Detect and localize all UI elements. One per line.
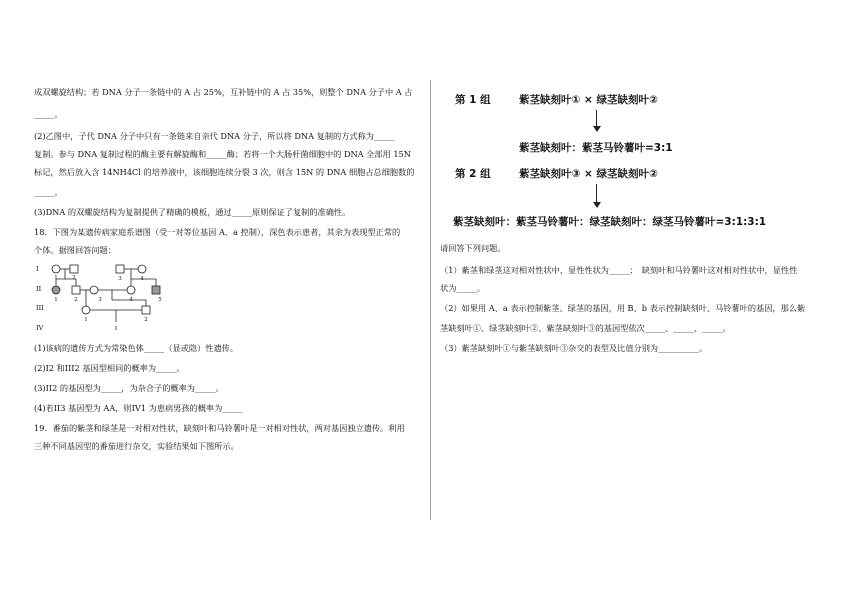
text-line: 请回答下列问题。 <box>440 243 506 253</box>
text-line: 茎缺刻叶①、绿茎缺刻叶②、紫茎缺刻叶③的基因型依次_____、_____、_____。 <box>440 323 731 333</box>
question-18-1: (1)该病的遗传方式为常染色体_____（显或隐）性遗传。 <box>34 343 239 353</box>
male-affected <box>152 286 160 294</box>
pedigree-diagram <box>34 262 194 334</box>
generation-label: III <box>36 304 44 312</box>
individual-number: 3 <box>118 276 122 282</box>
arrow-down-icon <box>593 202 601 208</box>
individual-number: 1 <box>114 326 118 332</box>
text-line: _____。 <box>34 187 63 197</box>
group-2-label: 第 2 组 <box>455 168 491 180</box>
arrow-down-icon <box>593 126 601 132</box>
male-normal <box>72 286 80 294</box>
female-normal <box>127 286 135 294</box>
question-18-3: (3)II2 的基因型为_____，为杂合子的概率为_____。 <box>34 383 224 393</box>
text-line: 状为_____。 <box>440 283 486 293</box>
text-line: 成双螺旋结构；若 DNA 分子一条链中的 A 占 25%，互补链中的 A 占 35%，则整个 DNA 分子中 A 占 <box>34 87 413 97</box>
question-19-3: （3）紫茎缺刻叶①与紫茎缺刻叶③杂交的表型及比值分别为__________。 <box>440 343 708 353</box>
question-18-4: (4)若II3 基因型为 AA，则IV1 为患病男孩的概率为_____ <box>34 403 243 413</box>
arrow-line <box>596 184 597 204</box>
individual-number: 1 <box>54 275 58 281</box>
group-1-label: 第 1 组 <box>455 94 491 106</box>
generation-label: II <box>36 285 42 293</box>
individual-number: 2 <box>72 275 76 281</box>
text-line: (3)DNA 的双螺旋结构为复制提供了精确的模板，通过_____原则保证了复制的准确性。 <box>34 207 351 217</box>
individual-number: 2 <box>144 317 148 323</box>
female-normal <box>90 286 98 294</box>
text-line: _____。 <box>34 109 63 119</box>
individual-number: 1 <box>84 317 88 323</box>
question-19-1: （1）紫茎和绿茎这对相对性状中，显性性状为_____； 缺刻叶和马铃薯叶这对相对性状中，显性性 <box>440 265 798 275</box>
group-2-cross: 紫茎缺刻叶③ × 绿茎缺刻叶② <box>519 168 658 180</box>
group-1-cross: 紫茎缺刻叶① × 绿茎缺刻叶② <box>519 94 658 106</box>
male-normal <box>70 265 78 273</box>
text-line: 复制。参与 DNA 复制过程的酶主要有解旋酶和_____酶；若将一个大肠杆菌细胞中的 DNA 全部用 15N <box>34 149 411 159</box>
female-affected <box>52 286 60 294</box>
individual-number: 5 <box>158 297 162 303</box>
female-normal <box>138 265 146 273</box>
individual-number: 3 <box>98 297 102 303</box>
question-18-2: (2)I2 和III2 基因型相同的概率为_____。 <box>34 363 185 373</box>
text-line: (2)乙图中，子代 DNA 分子中只有一条链来自亲代 DNA 分子，所以将 DNA 复制的方式称为_____ <box>34 131 395 141</box>
group-2-result: 紫茎缺刻叶：紫茎马铃薯叶：绿茎缺刻叶：绿茎马铃薯叶=3:1:3:1 <box>453 216 767 228</box>
column-divider <box>430 80 431 520</box>
question-19-stem: 19．番茄的紫茎和绿茎是一对相对性状，缺刻叶和马铃薯叶是一对相对性状，两对基因独立遗传。利用 <box>34 423 405 433</box>
text-line: 个体。据图回答问题： <box>34 245 116 255</box>
individual-number: 4 <box>129 297 133 303</box>
generation-label: IV <box>36 324 44 332</box>
male-normal <box>142 306 150 314</box>
text-line: 标记，然后放入含 14NH4Cl 的培养液中，该细胞连续分裂 3 次，则含 15N 的 DNA 细胞占总细胞数的 <box>34 167 415 177</box>
male-normal <box>116 265 124 273</box>
individual-number: 4 <box>140 276 144 282</box>
individual-number: 1 <box>54 297 58 303</box>
text-line: 三种不同基因型的番茄进行杂交，实验结果如下图所示。 <box>34 441 239 451</box>
female-normal <box>82 306 90 314</box>
group-1-result: 紫茎缺刻叶：紫茎马铃薯叶=3:1 <box>519 142 673 154</box>
generation-label: I <box>36 265 39 273</box>
female-normal <box>52 265 60 273</box>
question-19-2: （2）如果用 A、a 表示控制紫茎、绿茎的基因，用 B、b 表示控制缺刻叶、马铃薯叶的基因，那么紫 <box>440 303 806 313</box>
individual-number: 2 <box>74 297 78 303</box>
question-18-stem: 18．下图为某遗传病家庭系谱图（受一对等位基因 A、a 控制），深色表示患者，其余为表现型正常的 <box>34 227 401 237</box>
